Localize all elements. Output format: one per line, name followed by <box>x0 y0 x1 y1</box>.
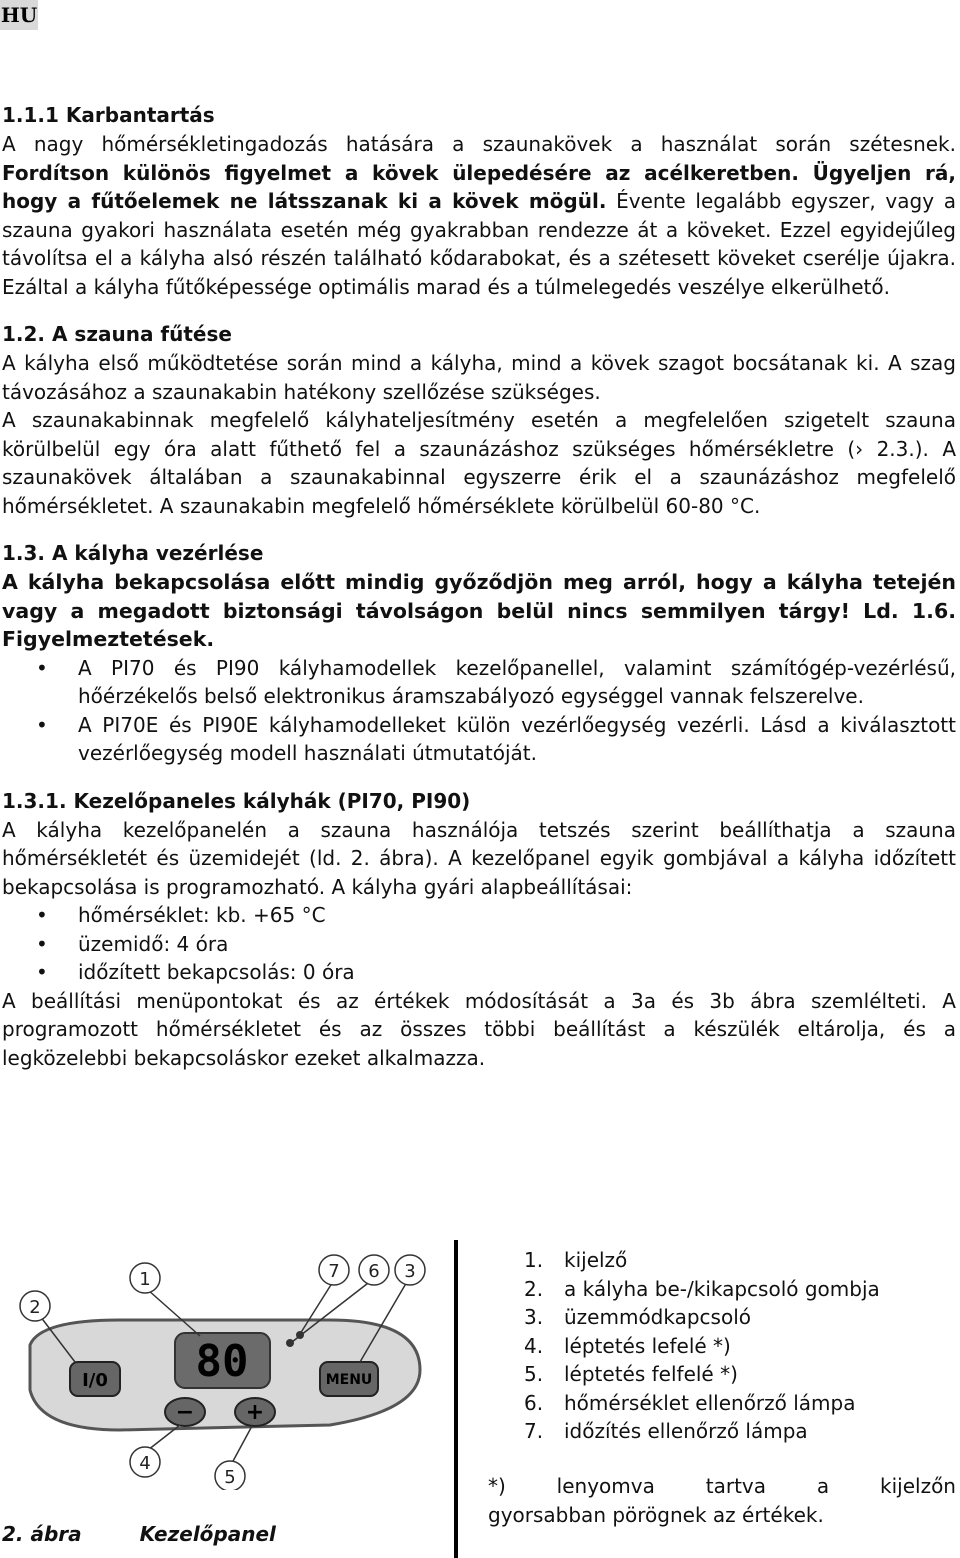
control-panel-paragraph-2: A beállítási menüpontokat és az értékek módosítását a 3a és 3b ábra szemlélteti. A programozott hőmérsékletet és az összes többi beállítást a készülék eltárolja, és a legközelebbi bekapcsoláskor ezeket alkalmazza. <box>2 988 956 1070</box>
caption-title: Kezelőpanel <box>139 1522 276 1546</box>
list-item: • üzemidő: 4 óra <box>2 930 956 959</box>
legend-item: 3. üzemmódkapcsoló <box>524 1305 752 1329</box>
display-value: 80 <box>195 1336 249 1387</box>
legend-item: 2. a kályha be-/kikapcsoló gombja <box>524 1276 880 1301</box>
callout-2: 2 <box>29 1297 41 1318</box>
down-button-label: − <box>175 1400 195 1425</box>
legend-item: 6. hőmérséklet ellenőrző lámpa <box>524 1390 856 1415</box>
heading-maintenance: 1.1.1 Karbantartás <box>2 103 215 127</box>
heading-control-panel-heaters: 1.3.1. Kezelőpaneles kályhák (PI70, PI90) <box>2 788 471 813</box>
legend-item: 4. léptetés lefelé *) <box>524 1333 731 1358</box>
callout-6: 6 <box>368 1261 380 1282</box>
callout-4: 4 <box>139 1453 151 1474</box>
callout-5: 5 <box>224 1467 236 1488</box>
legend-item: 1. kijelző <box>524 1248 628 1272</box>
manual-content <box>2 100 956 1072</box>
menu-button-label: MENU <box>325 1372 373 1388</box>
figure-control-panel <box>0 1240 960 1558</box>
list-item: • A PI70 és PI90 kályhamodellek kezelőpanellel, valamint számítógép-vezérlésű, hőérzékelős belső elektronikus áramszabályozó egységgel vannak felszerelve. <box>2 654 956 711</box>
caption-number: 2. ábra <box>2 1522 82 1546</box>
callout-7: 7 <box>328 1261 340 1282</box>
heating-paragraph-2: A szaunakabinnak megfelelő kályhateljesítmény esetén a megfelelően szigetelt szauna körülbelül egy óra alatt fűthető fel a szaunázáshoz szükséges hőmérsékletre (› 2.3.). A szaunakövek általában a szaunakabinnal egyszerre érik el a szaunázáshoz megfelelő hőmérsékletet. A szaunakabin megfelelő hőmérséklete körülbelül 60-80 °C. <box>2 408 956 518</box>
model-list <box>2 654 956 768</box>
list-item: • időzített bekapcsolás: 0 óra <box>2 958 956 987</box>
footnote-line-2: gyorsabban pörögnek az értékek. <box>488 1502 824 1527</box>
safety-warning: A kályha bekapcsolása előtt mindig győződjön meg arról, hogy a kályha tetején vagy a megadott biztonsági távolságon belül nincs semmilyen tárgy! Ld. 1.6. Figyelmeztetések. <box>2 570 956 651</box>
figure-legend <box>524 1246 880 1446</box>
callout-3: 3 <box>404 1261 416 1282</box>
control-panel-paragraph-1: A kályha kezelőpanelén a szauna használója tetszés szerint beállíthatja a szauna hőmérsékletét és üzemidejét (ld. 2. ábra). A kezelőpanel egyik gombjával a kályha időzített bekapcsolása is programozható. A kályha gyári alapbeállításai: <box>2 817 956 899</box>
factory-settings-list <box>2 901 956 987</box>
control-panel-illustration <box>0 1250 440 1490</box>
language-badge: HU <box>0 0 38 30</box>
list-item: • A PI70E és PI90E kályhamodelleket külön vezérlőegység vezérli. Lásd a kiválasztott vezérlőegység modell használati útmutatóját. <box>2 711 956 768</box>
legend-item: 5. léptetés felfelé *) <box>524 1362 738 1386</box>
footnote-line-1: *) lenyomva tartva a kijelzőn <box>488 1474 956 1498</box>
maintenance-paragraph <box>2 130 956 301</box>
temperature-lamp <box>286 1339 294 1347</box>
maintenance-text-1: A nagy hőmérsékletingadozás hatására a szaunakövek a használat során szétesnek. <box>2 132 956 156</box>
heating-paragraph-1: A kályha első működtetése során mind a kályha, mind a kövek szagot bocsátanak ki. A szag távozásához a szaunakabin hatékony szellőzése szükséges. <box>2 351 956 404</box>
legend-item: 7. időzítés ellenőrző lámpa <box>524 1419 808 1443</box>
list-item: • hőmérséklet: kb. +65 °C <box>2 901 956 930</box>
maintenance-text-2: Évente legalább egyszer, vagy a szauna gyakori használata esetén még gyakrabban rendezze át a köveket. Ezzel egyidejűleg távolítsa el a kályha alsó részén található kődarabokat, és a szétesett köveket cserélje újakra. Ezáltal a kályha fűtőképessége optimális marad és a túlmelegedés veszélye elkerülhető. <box>2 189 956 299</box>
maintenance-text-bold: Fordítson különös figyelmet a kövek ülepedésére az acélkeretben. Ügyeljen rá, hogy a fűtőelemek ne látsszanak ki a kövek mögül. <box>2 160 956 213</box>
heading-sauna-heating: 1.2. A szauna fűtése <box>2 322 232 346</box>
heading-heater-control: 1.3. A kályha vezérlése <box>2 541 264 565</box>
figure-divider <box>454 1240 458 1558</box>
callout-1: 1 <box>139 1269 151 1290</box>
figure-footnote <box>488 1472 956 1529</box>
figure-caption <box>2 1522 276 1546</box>
power-button-label: I/0 <box>82 1370 108 1391</box>
up-button-label: + <box>245 1400 265 1425</box>
